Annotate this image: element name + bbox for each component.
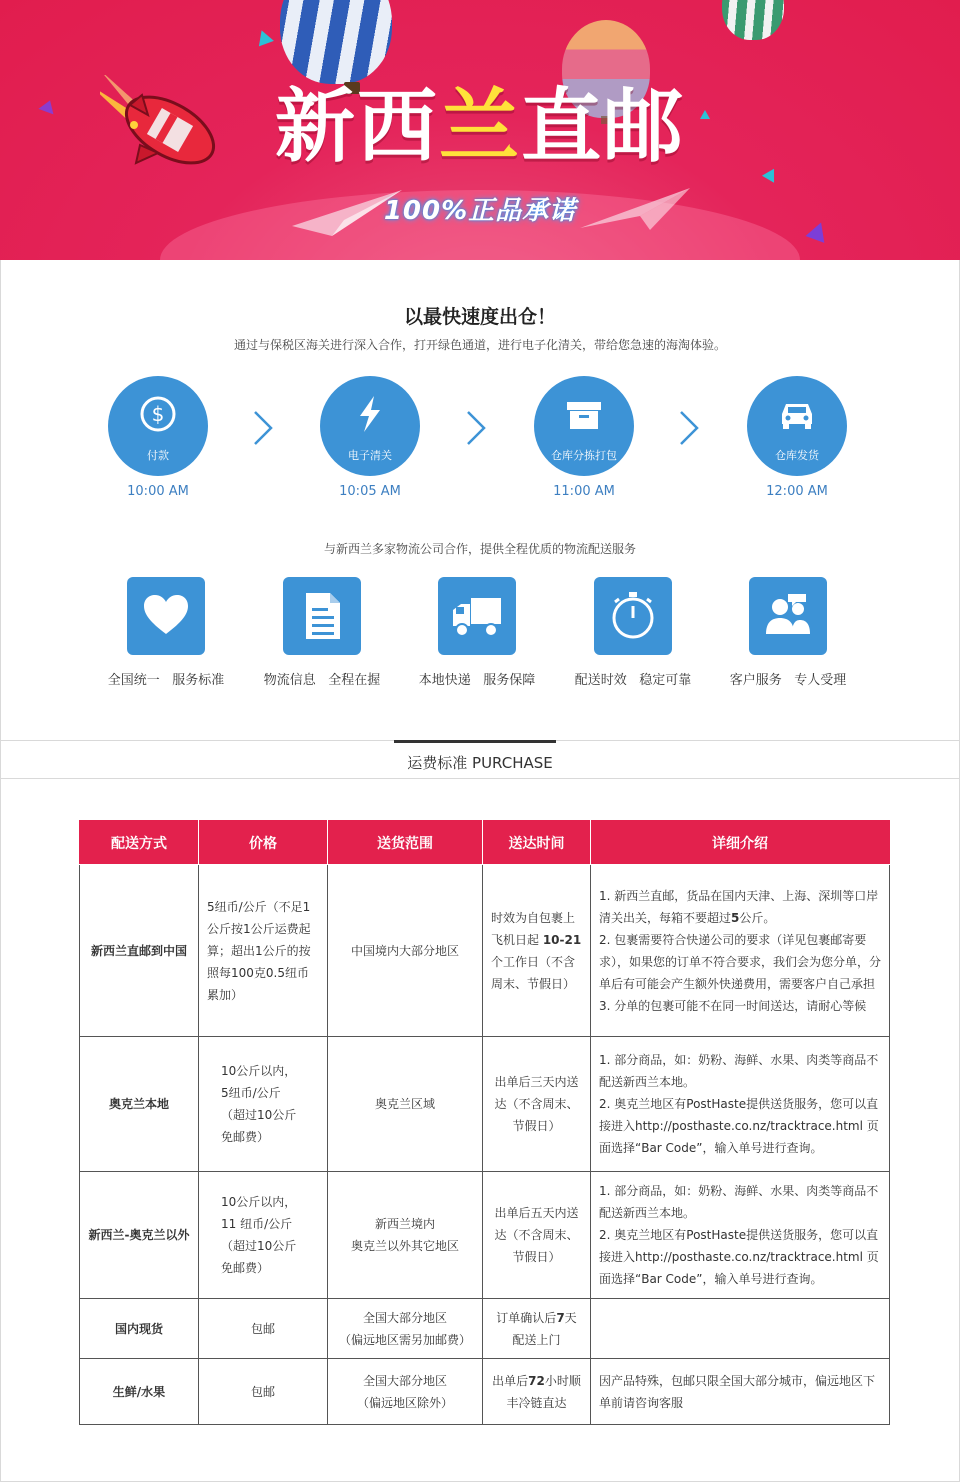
package-icon [564, 394, 604, 434]
feature-tile [594, 577, 672, 655]
feature-label: 客户服务 专人受理 [729, 673, 847, 688]
section-title: 以最快速度出仓！ [403, 306, 556, 328]
method-cell: 生鲜/水果 [80, 1359, 199, 1425]
logistics-description: 与新西兰多家物流公司合作，提供全程优质的物流配送服务 [323, 542, 636, 556]
range-cell: 奥克兰区域 [328, 1037, 483, 1172]
method-cell: 新西兰-奥克兰以外 [80, 1172, 199, 1299]
section-description: 通过与保税区海关进行深入合作，打开绿色通道，进行电子化清关，带给您急速的海淘体验。 [233, 338, 726, 352]
step-payment [108, 376, 208, 476]
step-time: 12:00 AM [766, 484, 828, 499]
time-cell: 出单后五天内送达（不含周末、节假日） [483, 1172, 591, 1299]
column-header: 详细介绍 [591, 821, 890, 865]
detail-cell [591, 1299, 890, 1359]
step-time: 11:00 AM [553, 484, 615, 499]
purchase-header: 运费标准 PURCHASE [407, 754, 553, 772]
feature-label: 物流信息 全程在握 [263, 673, 381, 688]
step-time: 10:05 AM [339, 484, 401, 499]
truck-icon [451, 590, 503, 642]
header-underline [394, 740, 556, 743]
svg-text:$: $ [151, 402, 165, 426]
step-label: 仓库发货 [775, 449, 819, 462]
detail-cell: 1. 新西兰直邮，货品在国内天津、上海、深圳等口岸清关出关，每箱不要超过5公斤。 2. 包裹需要符合快递公司的要求（详见包裹邮寄要求），如果您的订单不符合要求，我们会为您分单，分单后有可能会产生额外快递费用，需要客户自己承担 3. 分单的包裹可能不在同一时间送达，请耐心等候 [591, 865, 890, 1037]
price-cell: 包邮 [199, 1299, 328, 1359]
table-row [80, 1172, 890, 1299]
price-cell: 10公斤以内， 11 纽币/公斤 （超过10公斤 免邮费） [199, 1172, 328, 1299]
heart-icon [140, 590, 192, 642]
time-cell: 出单后72小时顺丰冷链直达 [483, 1359, 591, 1425]
step-shipping [747, 376, 847, 476]
detail-cell: 因产品特殊，包邮只限全国大部分城市，偏远地区下单前请咨询客服 [591, 1359, 890, 1425]
feature-tile [127, 577, 205, 655]
price-cell: 5纽币/公斤（不足1公斤按1公斤运费起算；超出1公斤的按照每100克0.5纽币累加） [199, 865, 328, 1037]
feature-tile [749, 577, 827, 655]
feature-tile [283, 577, 361, 655]
method-cell: 国内现货 [80, 1299, 199, 1359]
method-cell: 奥克兰本地 [80, 1037, 199, 1172]
decor-triangle [254, 28, 274, 47]
table-row [80, 1037, 890, 1172]
feature-label: 全国统一 服务标准 [107, 673, 225, 688]
column-header: 配送方式 [80, 821, 199, 865]
step-packing [534, 376, 634, 476]
table-row [80, 1359, 890, 1425]
table-row [80, 1299, 890, 1359]
balloon-green-image [722, 0, 784, 40]
document-icon [296, 590, 348, 642]
purchase-header-bar [0, 740, 960, 779]
column-header: 送达时间 [483, 821, 591, 865]
time-cell: 订单确认后7天 配送上门 [483, 1299, 591, 1359]
hero-banner [0, 0, 960, 260]
chevron-right-icon [464, 410, 488, 446]
range-cell: 中国境内大部分地区 [328, 865, 483, 1037]
banner-subtitle: 100%正品承诺 [383, 196, 577, 226]
range-cell: 全国大部分地区 （偏远地区除外） [328, 1359, 483, 1425]
shipping-rates-table [79, 820, 890, 1425]
dollar-icon [138, 394, 178, 434]
feature-label: 本地快递 服务保障 [418, 673, 536, 688]
chevron-right-icon [677, 410, 701, 446]
lightning-icon [350, 394, 390, 434]
chevron-right-icon [251, 410, 275, 446]
price-cell: 包邮 [199, 1359, 328, 1425]
step-customs [320, 376, 420, 476]
car-icon [777, 394, 817, 434]
table-row [80, 865, 890, 1037]
time-cell: 出单后三天内送达（不含周末、节假日） [483, 1037, 591, 1172]
range-cell: 全国大部分地区 （偏远地区需另加邮费） [328, 1299, 483, 1359]
step-label: 付款 [147, 449, 169, 462]
method-cell: 新西兰直邮到中国 [80, 865, 199, 1037]
time-cell: 时效为自包裹上飞机日起 10-21个工作日（不含周末、节假日） [483, 865, 591, 1037]
speed-section [0, 260, 960, 740]
feature-label: 配送时效 稳定可靠 [574, 673, 692, 688]
banner-title: 新西兰直邮 [275, 80, 685, 173]
feature-tile [438, 577, 516, 655]
balloon-blue-image [280, 0, 392, 84]
column-header: 价格 [199, 821, 328, 865]
price-cell: 10公斤以内， 5纽币/公斤 （超过10公斤 免邮费） [199, 1037, 328, 1172]
range-cell: 新西兰境内 奥克兰以外其它地区 [328, 1172, 483, 1299]
stopwatch-icon [607, 590, 659, 642]
column-header: 送货范围 [328, 821, 483, 865]
step-label: 仓库分拣打包 [551, 449, 617, 462]
detail-cell: 1. 部分商品，如：奶粉、海鲜、水果、肉类等商品不配送新西兰本地。 2. 奥克兰地区有PostHaste提供送货服务，您可以直接进入http://posthaste.co.nz/tracktrace.html 页面选择“Bar Code”，输入单号进行查询。 [591, 1172, 890, 1299]
detail-cell: 1. 部分商品，如：奶粉、海鲜、水果、肉类等商品不配送新西兰本地。 2. 奥克兰地区有PostHaste提供送货服务，您可以直接进入http://posthaste.co.nz/tracktrace.html 页面选择“Bar Code”，输入单号进行查询。 [591, 1037, 890, 1172]
banner-title-highlight: 兰 [439, 80, 521, 173]
step-time: 10:00 AM [127, 484, 189, 499]
customer-service-icon [762, 590, 814, 642]
step-label: 电子清关 [348, 449, 392, 462]
table-header-row [80, 821, 890, 865]
